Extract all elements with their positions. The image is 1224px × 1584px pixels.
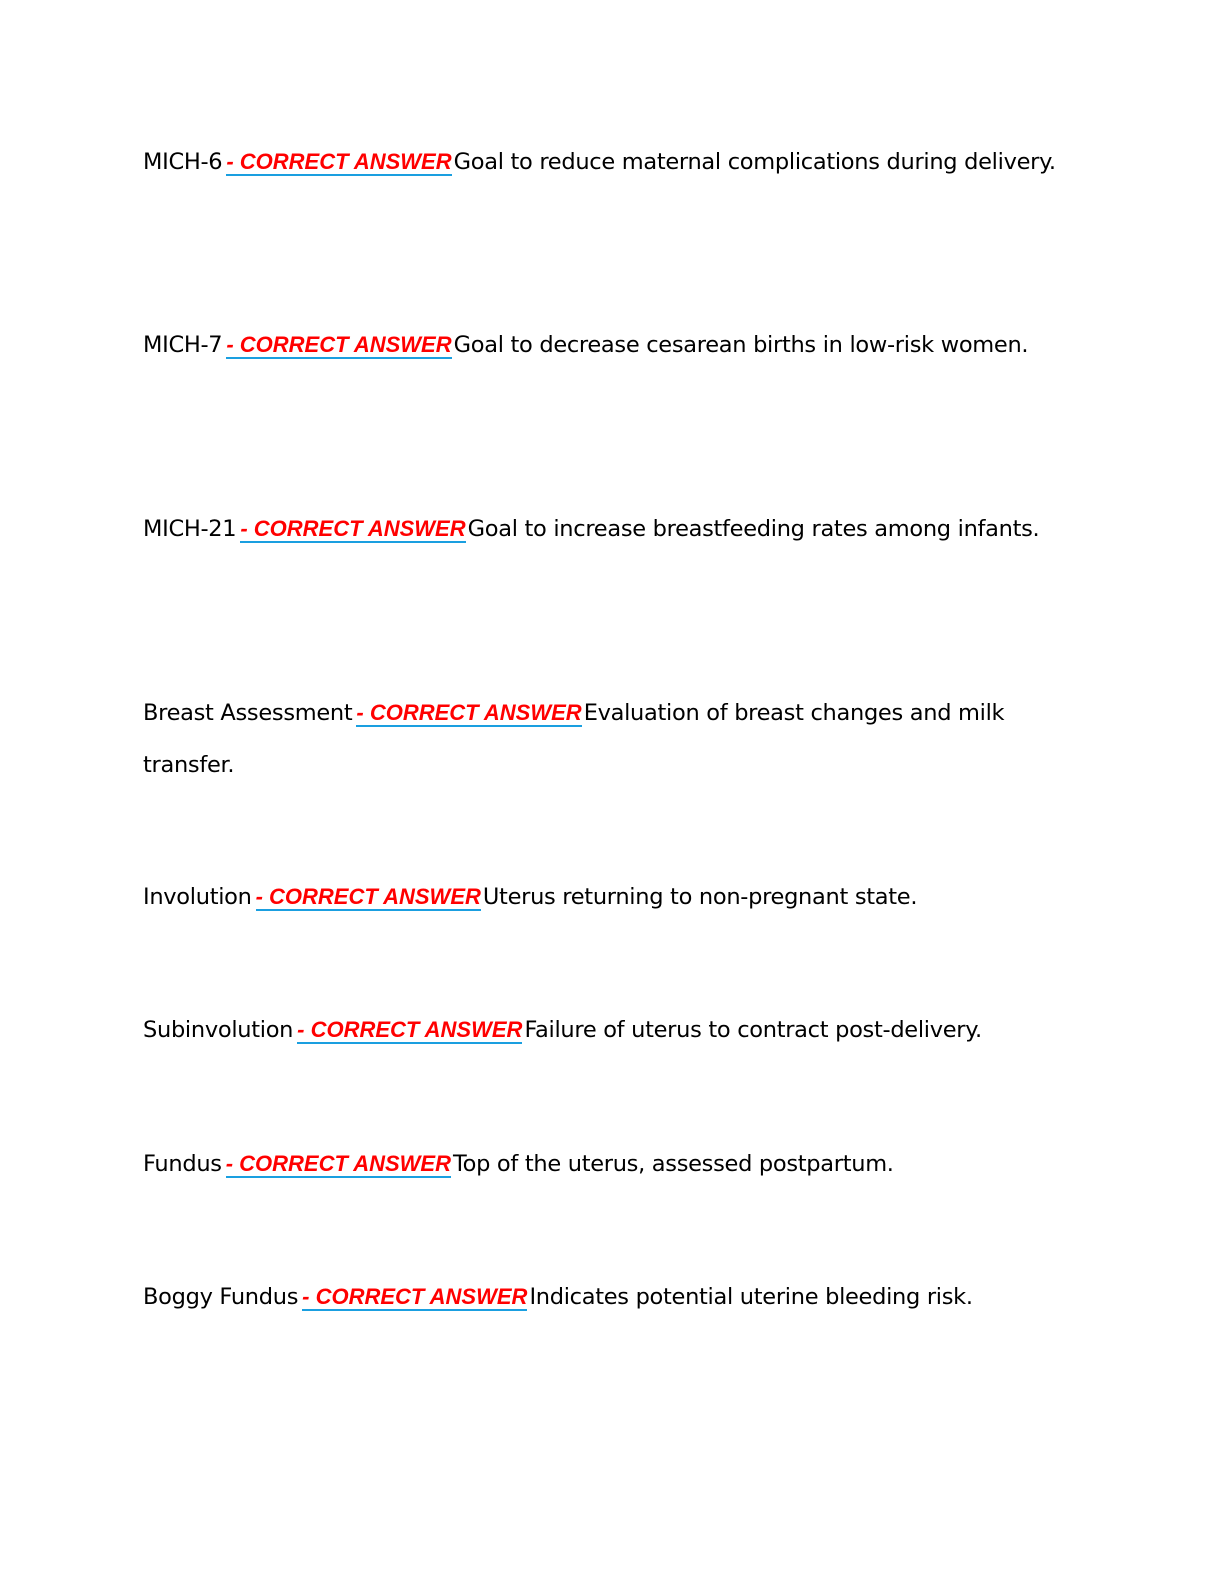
correct-answer-marker: - CORRECT ANSWER [226,149,452,174]
entry-term: MICH-6 [143,149,223,175]
entry-term: Boggy Fundus [143,1284,299,1310]
entry-definition: Evaluation of breast changes and milk transfer. [143,700,1005,778]
entry-term: Breast Assessment [143,700,353,726]
qa-entry [143,871,1073,923]
correct-answer-marker: - CORRECT ANSWER [356,700,582,725]
entry-term: Fundus [143,1151,222,1177]
qa-entry [143,1271,1073,1323]
entry-term: Involution [143,884,252,910]
entry-definition: Failure of uterus to contract post-delivery. [524,1017,982,1043]
correct-answer-marker: - CORRECT ANSWER [226,332,452,357]
entry-definition: Top of the uterus, assessed postpartum. [453,1151,894,1177]
qa-entry [143,136,1073,188]
correct-answer-marker: - CORRECT ANSWER [302,1284,528,1309]
qa-entry [143,687,1073,791]
entry-term: MICH-7 [143,332,223,358]
entry-definition: Goal to decrease cesarean births in low-risk women. [453,332,1029,358]
entry-definition: Uterus returning to non-pregnant state. [482,884,918,910]
correct-answer-marker: - CORRECT ANSWER [225,1151,451,1176]
entry-definition: Goal to reduce maternal complications during delivery. [453,149,1056,175]
correct-answer-marker: - CORRECT ANSWER [240,516,466,541]
entry-term: Subinvolution [143,1017,294,1043]
qa-entry [143,503,1073,555]
qa-entry [143,1138,1073,1190]
correct-answer-marker: - CORRECT ANSWER [255,884,481,909]
entry-term: MICH-21 [143,516,237,542]
entry-definition: Goal to increase breastfeeding rates among infants. [467,516,1040,542]
entry-definition: Indicates potential uterine bleeding risk. [529,1284,973,1310]
correct-answer-marker: - CORRECT ANSWER [297,1017,523,1042]
qa-entry [143,1004,1073,1056]
qa-entry [143,319,1073,371]
